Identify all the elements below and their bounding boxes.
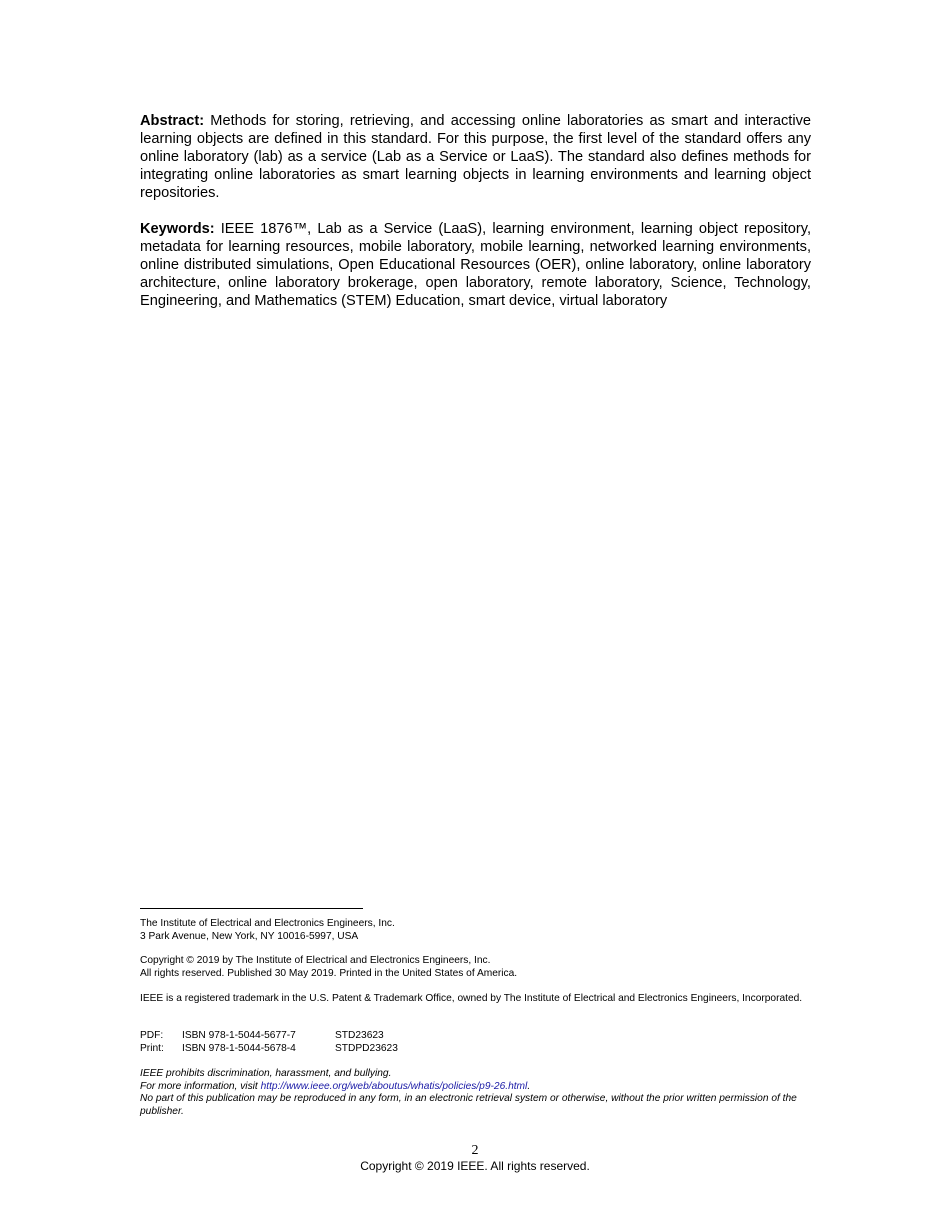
- address-line-2: 3 Park Avenue, New York, NY 10016-5997, USA: [140, 930, 359, 942]
- policy-link[interactable]: http://www.ieee.org/web/aboutus/whatis/policies/p9-26.html: [260, 1080, 528, 1092]
- keywords-paragraph: [140, 220, 811, 310]
- policy-line-2-prefix: For more information, visit: [140, 1080, 261, 1092]
- abstract-section: [140, 112, 811, 202]
- page-number: 2: [471, 1143, 479, 1158]
- policy-line-3: No part of this publication may be reproduced in any form, in an electronic retrieval system or otherwise, without the prior written permission of the publisher.: [140, 1093, 797, 1117]
- footer-copyright: Copyright © 2019 IEEE. All rights reserved.: [360, 1159, 590, 1173]
- isbn-table: [140, 1030, 811, 1055]
- abstract-paragraph: [140, 112, 811, 202]
- isbn-number: ISBN 978-1-5044-5677-7: [182, 1030, 296, 1041]
- isbn-code: STD23623: [335, 1030, 384, 1041]
- copyright-line-1: Copyright © 2019 by The Institute of Electrical and Electronics Engineers, Inc.: [140, 955, 491, 966]
- isbn-number: ISBN 978-1-5044-5678-4: [182, 1042, 296, 1054]
- isbn-format: Print:: [140, 1042, 164, 1054]
- address-line-1: The Institute of Electrical and Electronics Engineers, Inc.: [140, 918, 395, 929]
- trademark-notice: [140, 993, 811, 1006]
- isbn-code: STDPD23623: [335, 1042, 398, 1054]
- policy-line-2: [140, 1081, 811, 1094]
- policy-line-2-suffix: .: [527, 1080, 531, 1092]
- copyright-line-2: All rights reserved. Published 30 May 2019. Printed in the United States of America.: [140, 967, 518, 979]
- keywords-text: IEEE 1876™, Lab as a Service (LaaS), learning environment, learning object repository, metadata for learning resources, mobile laboratory, mobile learning, networked learning environments, online distributed simulations, Open Educational Resources (OER), online laboratory, online laboratory architecture, online laboratory brokerage, open laboratory, remote laboratory, Science, Technology, Engineering, and Mathematics (STEM) Education, smart device, virtual laboratory: [140, 221, 811, 309]
- abstract-text: Methods for storing, retrieving, and accessing online laboratories as smart and interactive learning objects are defined in this standard. For this purpose, the first level of the standard offers any online laboratory (lab) as a service (Lab as a Service or LaaS). The standard also defines methods for integrating online laboratories as smart learning objects in learning environments and learning object repositories.: [140, 113, 811, 201]
- policy-line-1: IEEE prohibits discrimination, harassment, and bullying.: [140, 1068, 392, 1079]
- policy-notice: [140, 1068, 811, 1118]
- trademark-text: IEEE is a registered trademark in the U.S. Patent & Trademark Office, owned by The Institute of Electrical and Electronics Engineers, Incorporated.: [140, 993, 803, 1004]
- abstract-label: Abstract:: [140, 113, 205, 129]
- isbn-format: PDF:: [140, 1030, 164, 1041]
- keywords-label: Keywords:: [140, 221, 215, 237]
- keywords-section: [140, 220, 811, 310]
- isbn-row-pdf: [140, 1030, 811, 1043]
- isbn-row-print: [140, 1043, 811, 1056]
- copyright-notice: [140, 955, 811, 980]
- footnote-divider: [140, 908, 363, 909]
- publisher-address: [140, 918, 811, 943]
